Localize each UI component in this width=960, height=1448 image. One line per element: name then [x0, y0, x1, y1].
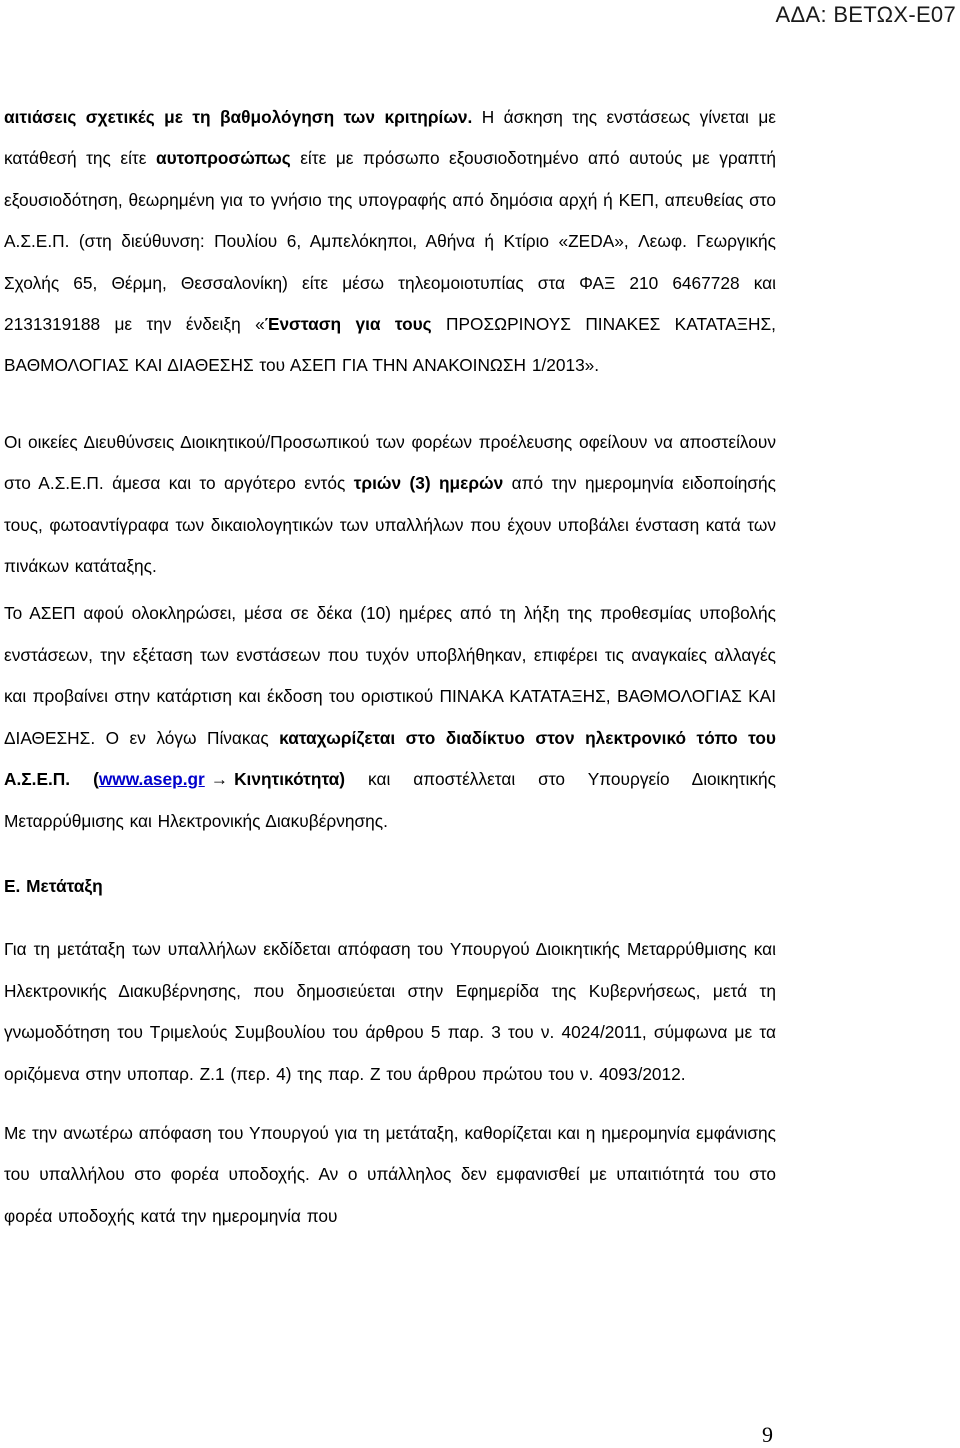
section-heading-transfer: Ε. Μετάταξη	[4, 875, 103, 896]
paragraph-directorates	[4, 422, 776, 588]
paragraph-employee-appearance: Με την ανωτέρω απόφαση του Υπουργού για τη μετάταξη, καθορίζεται και η ημερομηνία εμφάνισης του υπαλλήλου στο φορέα υποδοχής. Αν ο υπάλληλος δεν εμφανισθεί με υπαιτιότητά του στο φορέα υποδοχής κατά την ημερομηνία που	[4, 1122, 776, 1226]
paren-open: (	[93, 769, 99, 790]
text-run: από την ημερομηνία ειδοποίησής τους, φωτοαντίγραφα των δικαιολογητικών των υπαλλήλων που έχουν υποβάλει ένσταση κατά των πινάκων κατάταξης.	[4, 473, 776, 577]
ada-code: ΑΔΑ: ΒΕΤΩΧ-Ε07	[775, 2, 956, 27]
paragraph-objection-submission	[4, 97, 776, 387]
bold-three-days: τριών (3) ημερών	[353, 473, 504, 494]
bold-in-person: αυτοπροσώπως	[155, 148, 291, 169]
paragraph-final-table	[4, 593, 776, 841]
text-run: Το ΑΣΕΠ αφού ολοκληρώσει, μέσα σε δέκα (10) ημέρες από τη λήξη της προθεσμίας υποβολής ενστάσεων, την εξέταση των ενστάσεων που τυχόν υποβλήθηκαν, επιφέρει τις αναγκαίες αλλαγές και προβαίνει στην κατάρτιση και έκδοση του οριστικού ΠΙΝΑΚΑ ΚΑΤΑΤΑΞΗΣ, ΒΑΘΜΟΛΟΓΙΑΣ ΚΑΙ ΔΙΑΘΕΣΗΣ. Ο εν λόγω Πίνακας	[4, 603, 776, 748]
bold-posted-online: καταχωρίζεται στο διαδίκτυο στον ηλεκτρονικό τόπο του Α.Σ.Ε.Π.	[4, 727, 776, 790]
text-run: και αποστέλλεται στο Υπουργείο Διοικητικής Μεταρρύθμισης και Ηλεκτρονικής Διακυβέρνησης.	[4, 769, 776, 831]
sentence-bold-criteria: αιτιάσεις σχετικές με τη βαθμολόγηση των κριτηρίων.	[4, 107, 473, 127]
asep-link[interactable]: www.asep.gr	[98, 769, 205, 790]
text-run: είτε με πρόσωπο εξουσιοδοτημένο από αυτούς με γραπτή εξουσιοδότηση, θεωρημένη για το γνήσιο της υπογραφής από δημόσια αρχή ή ΚΕΠ, απευθείας στο Α.Σ.Ε.Π. (στη διεύθυνση: Πουλίου 6, Αμπελόκηποι, Αθήνα ή Κτίριο «ZEDA», Λεωφ. Γεωργικής Σχολής 65, Θέρμη, Θεσσαλονίκη) είτε μέσω τηλεομοιοτυπίας στα ΦΑΞ 210 6467728 και 2131319188 με την ένδειξη «	[4, 148, 777, 335]
bold-objection-for: Ένσταση για τους	[264, 314, 432, 335]
page-number: 9	[762, 1422, 773, 1447]
text-run: ΠΡΟΣΩΡΙΝΟΥΣ ΠΙΝΑΚΕΣ ΚΑΤΑΤΑΞΗΣ, ΒΑΘΜΟΛΟΓΙΑΣ ΚΑΙ ΔΙΑΘΕΣΗΣ του ΑΣΕΠ ΓΙΑ ΤΗΝ ΑΝΑΚΟΙΝΩΣΗ 1/2013».	[4, 314, 776, 376]
document-body	[4, 97, 776, 1237]
text-run: Οι οικείες Διευθύνσεις Διοικητικού/Προσωπικού των φορέων προέλευσης οφείλουν να αποστείλουν στο Α.Σ.Ε.Π. άμεσα και το αργότερο εντός	[4, 431, 776, 494]
arrow-right-icon: →	[210, 769, 229, 790]
paragraph-transfer-decision: Για τη μετάταξη των υπαλλήλων εκδίδεται απόφαση του Υπουργού Διοικητικής Μεταρρύθμισης και Ηλεκτρονικής Διακυβέρνησης, που δημοσιεύεται στην Εφημερίδα της Κυβερνήσεως, μετά τη γνωμοδότηση του Τριμελούς Συμβουλίου του άρθρου 5 παρ. 3 του ν. 4024/2011, σύμφωνα με τα οριζόμενα στην υποπαρ. Ζ.1 (περ. 4) της παρ. Ζ του άρθρου πρώτου του ν. 4093/2012.	[4, 939, 776, 1084]
text-run: Η άσκηση της ενστάσεως γίνεται με κατάθεσή της είτε	[4, 107, 776, 169]
bold-mobility: Κινητικότητα)	[234, 769, 346, 790]
